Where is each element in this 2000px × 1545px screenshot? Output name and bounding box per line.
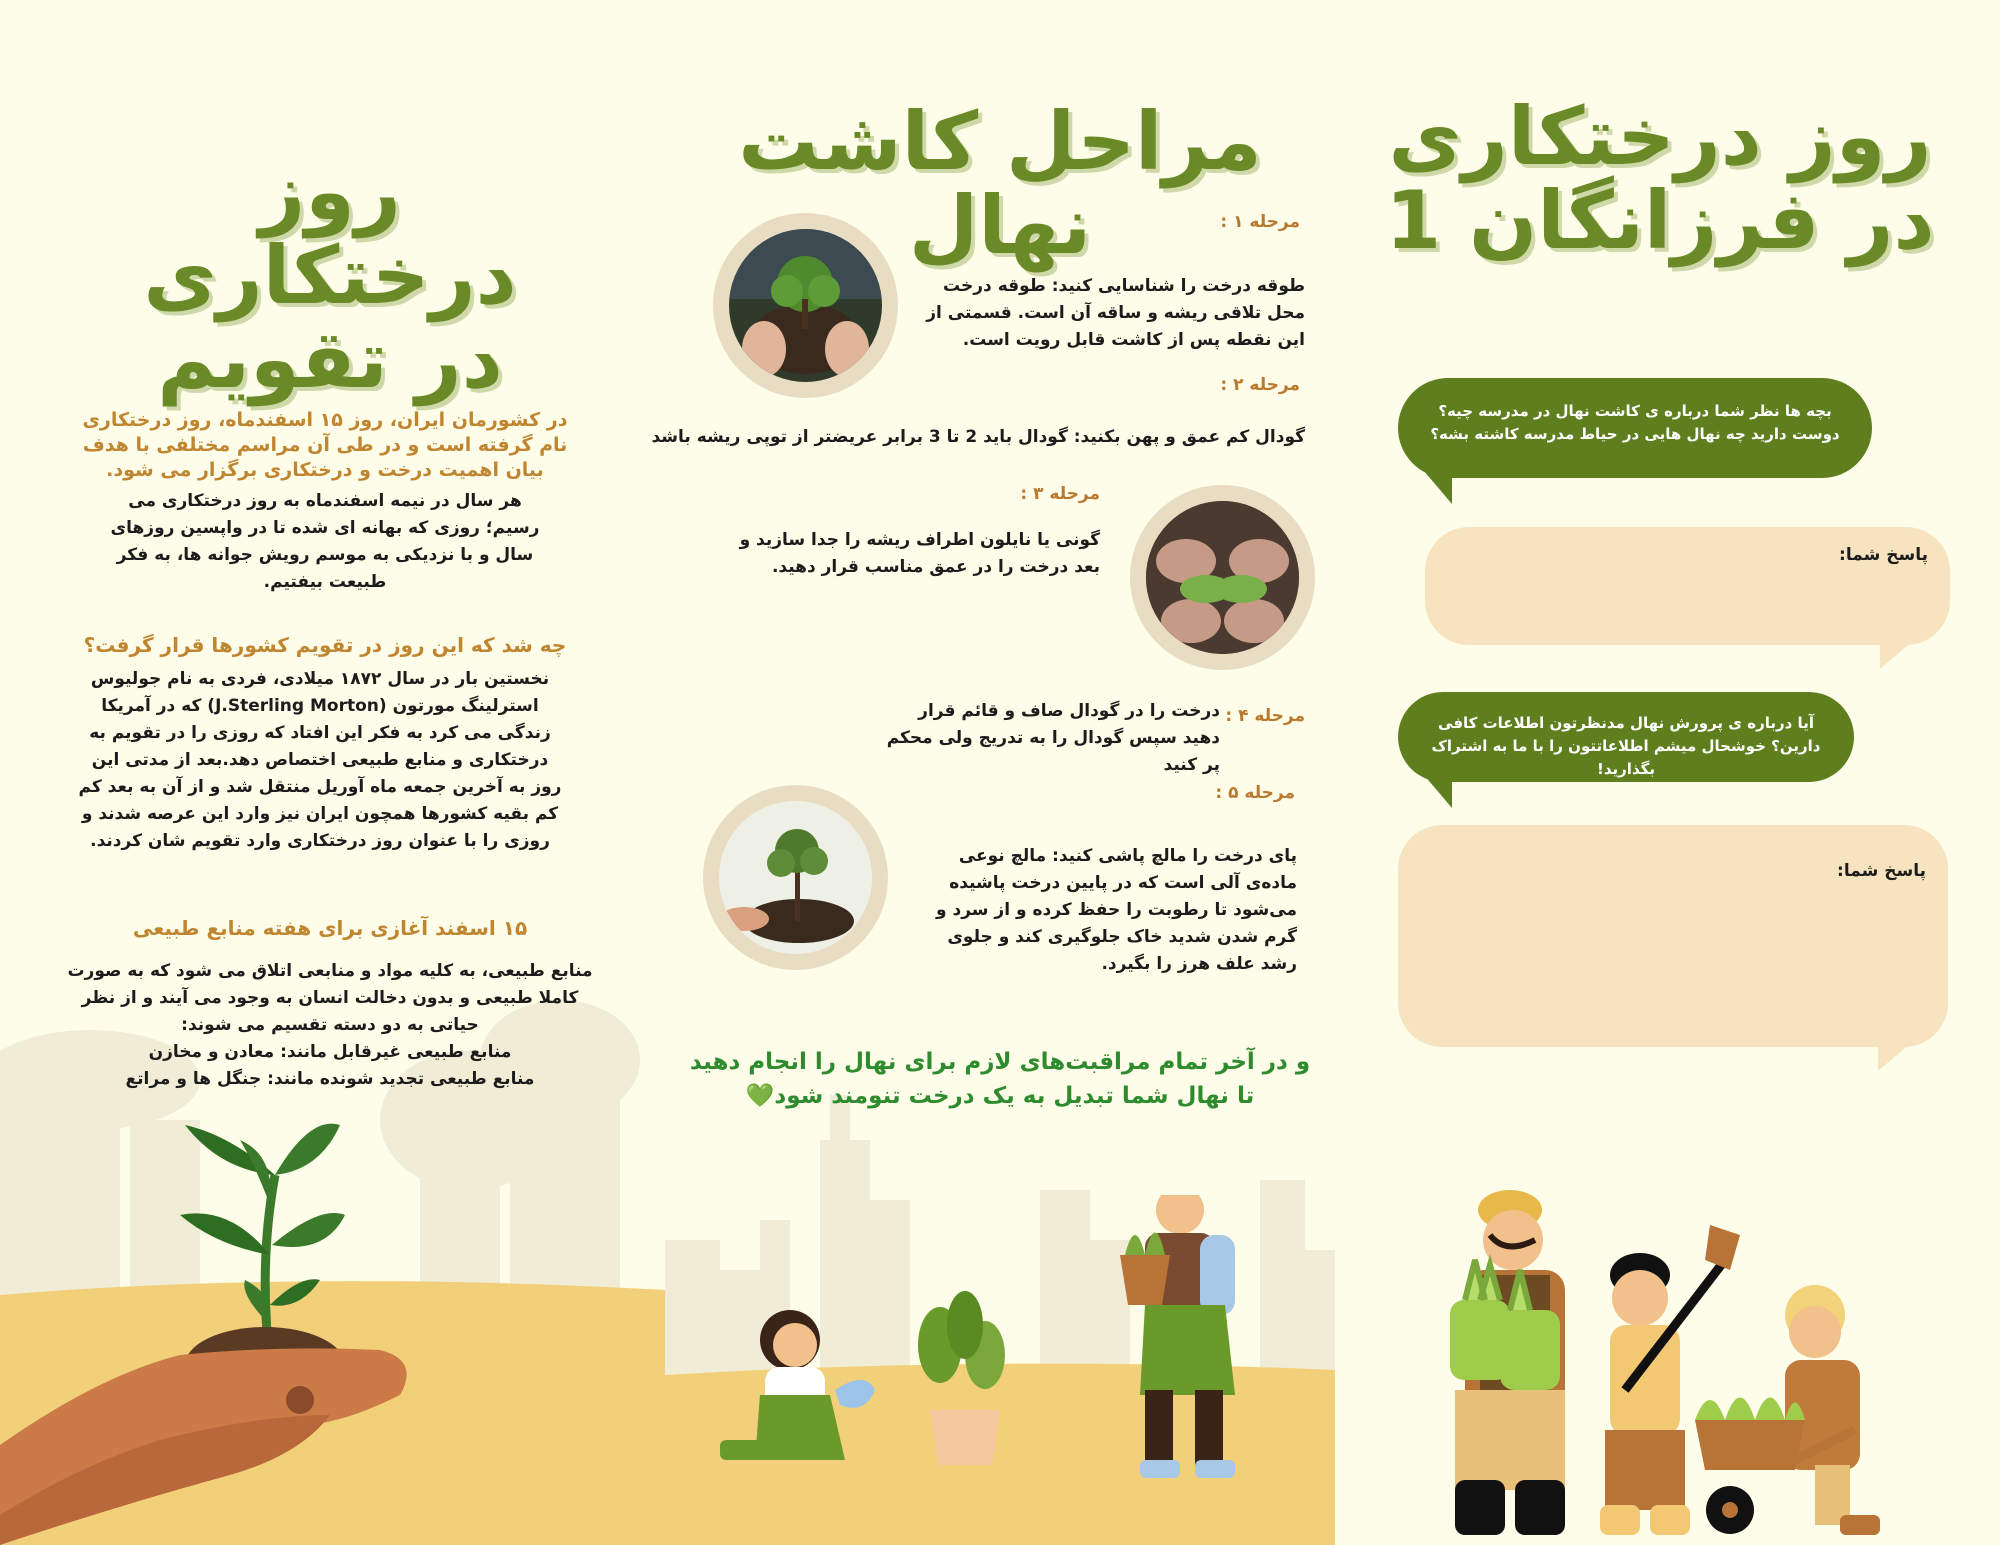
week-item-1: منابع طبیعی غیرقابل مانند: معادن و مخازن <box>148 1042 512 1062</box>
gardeners-illustration <box>700 1195 1260 1495</box>
answer-tail <box>1880 635 1920 669</box>
question-bubble-2 <box>1398 692 1854 782</box>
left-title-line2: در تقویم <box>157 313 503 406</box>
right-title-line1: روز درختکاری <box>1388 90 1932 183</box>
final-message-line2: تا نهال شما تبدیل به یک درخت تنومند شود💚 <box>745 1083 1255 1109</box>
question-1-text: بچه ها نظر شما درباره ی کاشت نهال در مدرسه چیه؟دوست دارید چه نهال هایی در حیاط مدرسه کاشته بشه؟ <box>1430 402 1840 443</box>
bubble-tail <box>1418 464 1452 504</box>
step-1-photo <box>713 213 898 398</box>
answer-box-1[interactable] <box>1425 527 1950 645</box>
step-3-photo <box>1130 485 1315 670</box>
kids-planting-illustration <box>1395 1180 1935 1545</box>
right-panel-title <box>1380 90 1940 267</box>
tree-in-soil-image <box>719 801 872 954</box>
right-title-line2: در فرزانگان 1 <box>1385 174 1935 267</box>
intro-highlight: در کشورمان ایران، روز ۱۵ اسفندماه، روز درختکاری نام گرفته است و در طی آن مراسم مختلفی با هدف بیان اهمیت درخت و درختکاری برگزار می شود. <box>82 409 568 481</box>
week-item-2: منابع طبیعی تجدید شونده مانند: جنگل ها و مراتع <box>125 1069 535 1089</box>
final-message <box>680 1045 1320 1113</box>
seedling-in-hands-image <box>729 229 882 382</box>
answer-2-label: پاسخ شما: <box>1837 861 1926 881</box>
left-panel-title <box>60 145 600 406</box>
step-5-label: مرحله ۵ : <box>1215 783 1295 803</box>
week-heading: ۱۵ اسفند آغازی برای هفته منابع طبیعی <box>132 916 528 940</box>
bubble-tail <box>1418 768 1452 808</box>
final-message-line1: و در آخر تمام مراقبت‌های لازم برای نهال را انجام دهید <box>689 1049 1311 1075</box>
week-intro: منابع طبیعی، به کلیه مواد و منابعی اتلاق می شود که به صورت کاملا طبیعی و بدون دخالت انسان به وجود می آیند و از نظر حیاتی به دو دسته تقسیم می شوند: <box>67 961 593 1035</box>
step-3-text: گونی یا نایلون اطراف ریشه را جدا سازید و بعد درخت را در عمق مناسب قرار دهید. <box>739 530 1100 577</box>
answer-1-label: پاسخ شما: <box>1839 545 1928 565</box>
answer-tail <box>1878 1037 1918 1071</box>
step-3-label: مرحله ۳ : <box>1020 484 1100 504</box>
question-bubble-1 <box>1398 378 1872 478</box>
history-paragraph: نخستین بار در سال ۱۸۷۲ میلادی، فردی به نام جولیوس استرلینگ مورتون (J.Sterling Morton) که در آمریکا زندگی می کرد به فکر این افتاد که روزی را در تقویم به درختکاری و منابع طبیعی اختصاص دهد.بعد از مدتی این روز به آخرین جمعه ماه آوریل منتقل شد و از آن به بعد کم کم بقیه کشورها همچون ایران نیز وارد این عرصه شدند و روزی را با عنوان روز درختکاری وارد تقویم شان کردند. <box>78 669 562 851</box>
step-2-label: مرحله ۲ : <box>1220 375 1300 395</box>
sprout-in-hands-image <box>1146 501 1299 654</box>
history-heading: چه شد که این روز در تقویم کشورها قرار گرفت؟ <box>83 633 567 657</box>
week-paragraph <box>65 958 595 1093</box>
hand-holding-seedling-illustration <box>0 1095 430 1545</box>
answer-box-2[interactable] <box>1398 825 1948 1047</box>
step-1-text: طوقه درخت را شناسایی کنید: طوقه درخت محل تلاقی ریشه و ساقه آن است. قسمتی از این نقطه پس از کاشت قابل رویت است. <box>926 276 1305 350</box>
step-2-text: گودال کم عمق و پهن بکنید: گودال باید 2 تا 3 برابر عریضتر از توپی ریشه باشد <box>651 427 1305 447</box>
intro-paragraph: هر سال در نیمه اسفندماه به روز درختکاری می رسیم؛ روزی که بهانه ای شده تا در واپسین روزهای سال و با نزدیکی به موسم رویش جوانه ها، به فکر طبیعت بیفتیم. <box>110 491 540 592</box>
middle-panel-title: مراحل کاشت نهال <box>738 95 1262 272</box>
left-title-line1: روز درختکاری <box>143 145 517 322</box>
step-5-text: پای درخت را مالچ پاشی کنید: مالچ نوعی ماده‌ی آلی است که در پایین درخت پاشیده می‌شود تا رطوبت را حفظ کرده و از سرد و گرم شدن شدید خاک جلوگیری کند و جلوی رشد علف هرز را بگیرد. <box>936 846 1297 974</box>
step-1-label: مرحله ۱ : <box>1220 212 1300 232</box>
step-5-photo <box>703 785 888 970</box>
question-2-text: آیا درباره ی پرورش نهال مدنظرتون اطلاعات کافی دارین؟ خوشحال میشم اطلاعاتتون را با ما به اشتراک بگذارید! <box>1431 714 1821 778</box>
step-4-label: مرحله ۴ : <box>1225 706 1305 726</box>
step-4-text: درخت را در گودال صاف و قائم قرار دهید سپس گودال را به تدریج ولی محکم پر کنید <box>886 701 1220 775</box>
